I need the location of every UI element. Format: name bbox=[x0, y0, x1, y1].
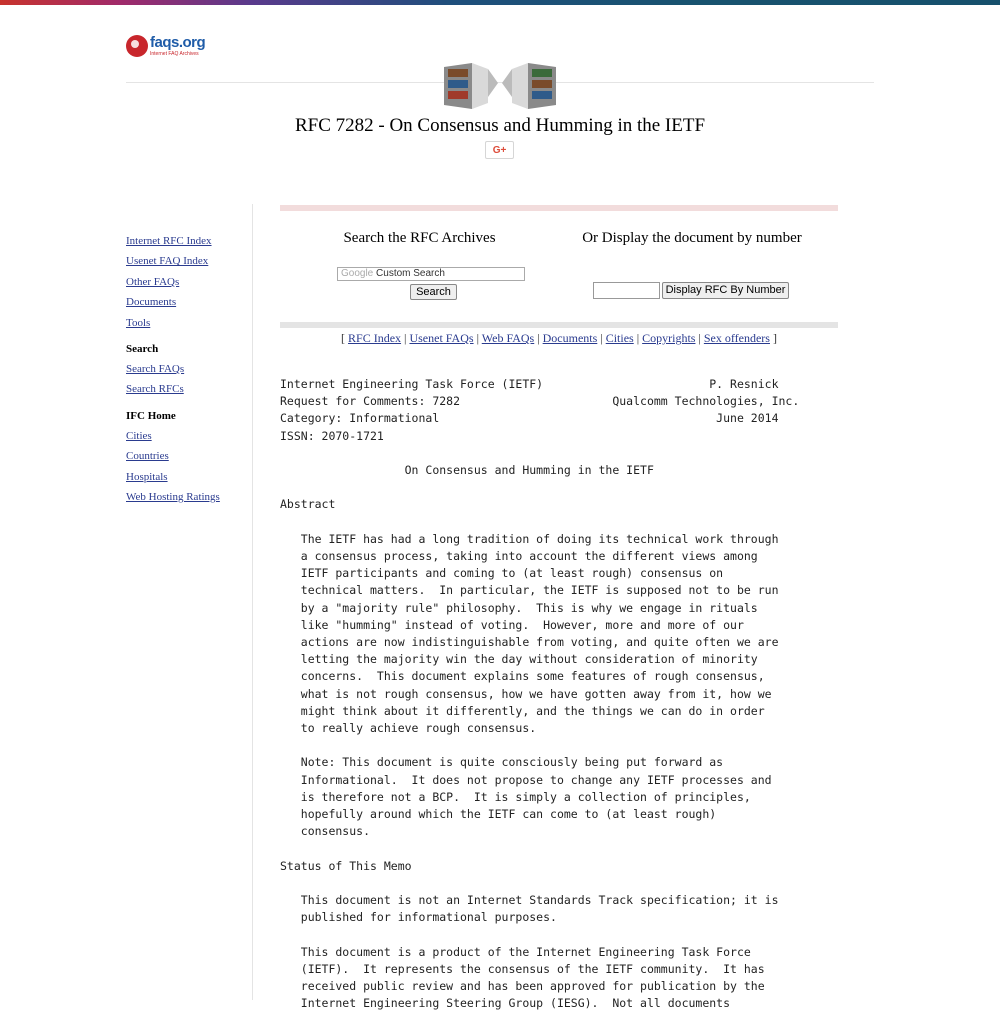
search-top-bar bbox=[280, 205, 838, 211]
sidebar-link-search-faqs[interactable]: Search FAQs bbox=[126, 362, 185, 375]
sidebar-link-web-hosting-ratings[interactable]: Web Hosting Ratings bbox=[126, 490, 220, 503]
nav-link-sex-offenders[interactable]: Sex offenders bbox=[703, 331, 770, 345]
rfc-document-text: Internet Engineering Task Force (IETF) P. Resnick Request for Comments: 7282 Qualcomm Technologies, Inc. Category: Informational June 2014 ISSN: 2070-1721 On Consensus and Humming in the IETF Abstract The IETF has had a long tradition of doing its technical work through a consensus process, taking into account the different views among IETF participants and coming to (at least rough) consensus on technical matters. In particular, the IETF is supposed not to be run by a "majority rule" philosophy. This is why we engage in rituals like "humming" instead of voting. However, more and more of our actions are now indistinguishable from voting, and quite often we are letting the majority win the day without consideration of minority concerns. This document explains some features of rough consensus, what is not rough consensus, how we have gotten away from it, how we might think about it differently, and the things we can do in order to really achieve rough consensus. Note: This document is quite consciously being put forward as Informational. It does not propose to change any IETF processes and is therefore not a BCP. It is simply a collection of principles, hopefully around which the IETF can come to (at least rough) consensus. Status of This Memo This document is not an Internet Standards Track specification; it is published for informational purposes. This document is a product of the Internet Engineering Task Force (IETF). It represents the consensus of the IETF community. It has received public review and has been approved for publication by the Internet Engineering Steering Group (IESG). Not all documents bbox=[280, 377, 800, 1011]
sidebar bbox=[126, 234, 246, 510]
faqs-logo[interactable] bbox=[126, 33, 205, 59]
top-color-bar bbox=[0, 0, 1000, 5]
rfc-number-input[interactable] bbox=[593, 282, 660, 299]
sidebar-divider bbox=[252, 204, 253, 1000]
search-button[interactable]: Search bbox=[410, 284, 457, 300]
sidebar-link-documents[interactable]: Documents bbox=[126, 296, 177, 309]
search-bottom-bar bbox=[280, 322, 838, 328]
nav-link-cities[interactable]: Cities bbox=[605, 331, 634, 345]
sidebar-link-usenet-faq-index[interactable]: Usenet FAQ Index bbox=[126, 255, 209, 268]
sidebar-link-search-rfcs[interactable]: Search RFCs bbox=[126, 383, 184, 396]
display-heading: Or Display the document by number bbox=[582, 230, 802, 246]
search-rfc-panel bbox=[280, 228, 559, 298]
logo-globe-icon bbox=[126, 35, 148, 57]
nav-link-copyrights[interactable]: Copyrights bbox=[642, 331, 696, 345]
sidebar-heading-ifc-home: IFC Home bbox=[126, 409, 176, 422]
sidebar-heading-search: Search bbox=[126, 342, 159, 355]
sidebar-link-other-faqs[interactable]: Other FAQs bbox=[126, 275, 180, 288]
logo-tagline: Internet FAQ Archives bbox=[150, 51, 199, 57]
sidebar-link-rfc-index[interactable]: Internet RFC Index bbox=[126, 235, 212, 247]
sidebar-link-cities[interactable]: Cities bbox=[126, 429, 152, 442]
bookshelves-icon bbox=[442, 63, 558, 111]
sidebar-link-hospitals[interactable]: Hospitals bbox=[126, 470, 168, 483]
display-rfc-panel bbox=[577, 228, 807, 296]
google-label: Google bbox=[341, 268, 374, 279]
sidebar-link-countries[interactable]: Countries bbox=[126, 450, 169, 463]
custom-search-input[interactable] bbox=[337, 267, 525, 281]
nav-link-documents[interactable]: Documents bbox=[542, 331, 598, 345]
nav-link-usenet-faqs[interactable]: Usenet FAQs bbox=[409, 331, 474, 345]
nav-link-row: [ RFC Index | Usenet FAQs | Web FAQs | Documents | Cities | Copyrights | Sex offenders ] bbox=[341, 331, 777, 345]
search-heading: Search the RFC Archives bbox=[343, 230, 496, 246]
nav-link-web-faqs[interactable]: Web FAQs bbox=[481, 331, 535, 345]
nav-link-rfc-index[interactable]: RFC Index bbox=[348, 331, 402, 345]
sidebar-link-tools[interactable]: Tools bbox=[126, 316, 151, 329]
display-rfc-button[interactable]: Display RFC By Number bbox=[662, 282, 789, 299]
logo-text: faqs.org bbox=[150, 34, 206, 51]
search-placeholder: Custom Search bbox=[376, 268, 445, 279]
google-plus-button[interactable]: G+ bbox=[485, 141, 514, 159]
page-title: RFC 7282 - On Consensus and Humming in the IETF bbox=[294, 115, 706, 136]
